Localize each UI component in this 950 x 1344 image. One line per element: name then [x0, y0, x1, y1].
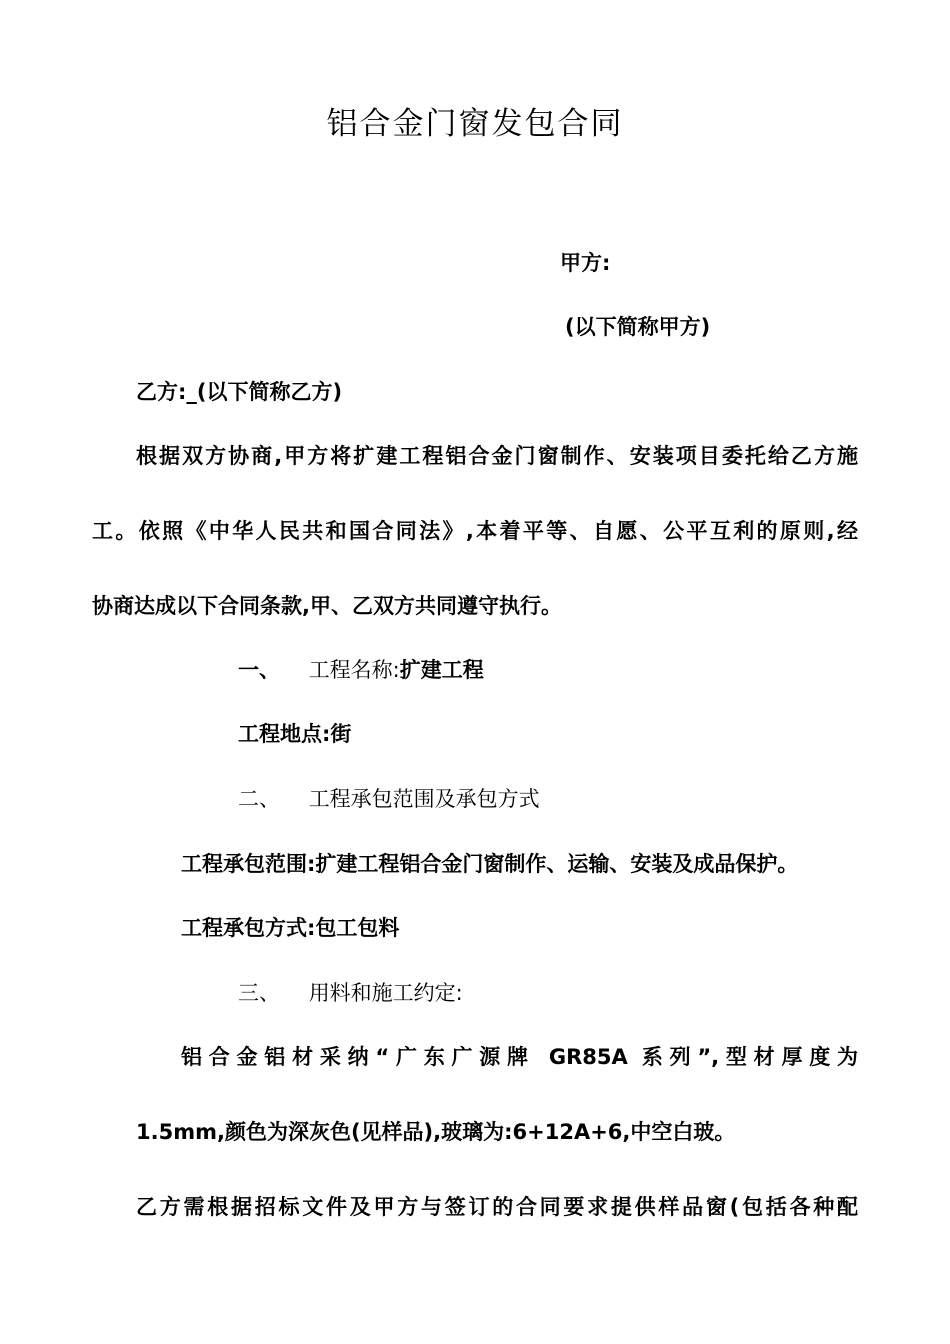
- section-2-scope: 工程承包范围:扩建工程铝合金门窗制作、运输、安装及成品保护。: [181, 852, 799, 876]
- party-b-line: [136, 378, 342, 406]
- party-b-blank: _: [186, 380, 197, 404]
- party-b-label: 乙方:: [136, 380, 187, 404]
- section-3-line-3: 乙方需根据招标文件及甲方与签订的合同要求提供样品窗(包括各种配: [136, 1195, 858, 1219]
- intro-line-1: 根据双方协商,甲方将扩建工程铝合金门窗制作、安装项目委托给乙方施: [136, 444, 858, 468]
- section-1-heading: [238, 656, 484, 684]
- section-2-label: 工程承包范围及承包方式: [308, 787, 540, 811]
- section-2-method: 工程承包方式:包工包料: [181, 916, 400, 940]
- document-title: 铝合金门窗发包合同: [326, 106, 624, 142]
- party-b-note: (以下简称乙方): [196, 380, 343, 404]
- section-3-label: 用料和施工约定:: [308, 981, 463, 1005]
- section-1-location: [238, 720, 351, 748]
- party-a-note: (以下简称甲方): [565, 315, 711, 339]
- section-2-heading: [238, 785, 540, 813]
- section-3-line-2: 1.5mm,颜色为深灰色(见样品),玻璃为:6+12A+6,中空白玻。: [136, 1120, 736, 1144]
- section-1-number: 一、: [238, 658, 280, 682]
- section-1-label: 工程名称:: [308, 658, 400, 682]
- section-1-value: 扩建工程: [399, 658, 484, 682]
- party-a-label: 甲方:: [560, 251, 611, 275]
- section-2-number: 二、: [238, 787, 280, 811]
- section-3-number: 三、: [238, 981, 280, 1005]
- location-value: 街: [330, 722, 352, 746]
- intro-line-2: 工。依照《中华人民共和国合同法》,本着平等、自愿、公平互利的原则,经: [92, 519, 858, 543]
- location-label: 工程地点:: [238, 722, 331, 746]
- section-3-line-1: 铝合金铝材采纳“广东广源牌 GR85A 系列”,型材厚度为: [181, 1045, 858, 1069]
- intro-line-3: 协商达成以下合同条款,甲、乙双方共同遵守执行。: [92, 594, 562, 618]
- section-3-heading: [238, 979, 463, 1007]
